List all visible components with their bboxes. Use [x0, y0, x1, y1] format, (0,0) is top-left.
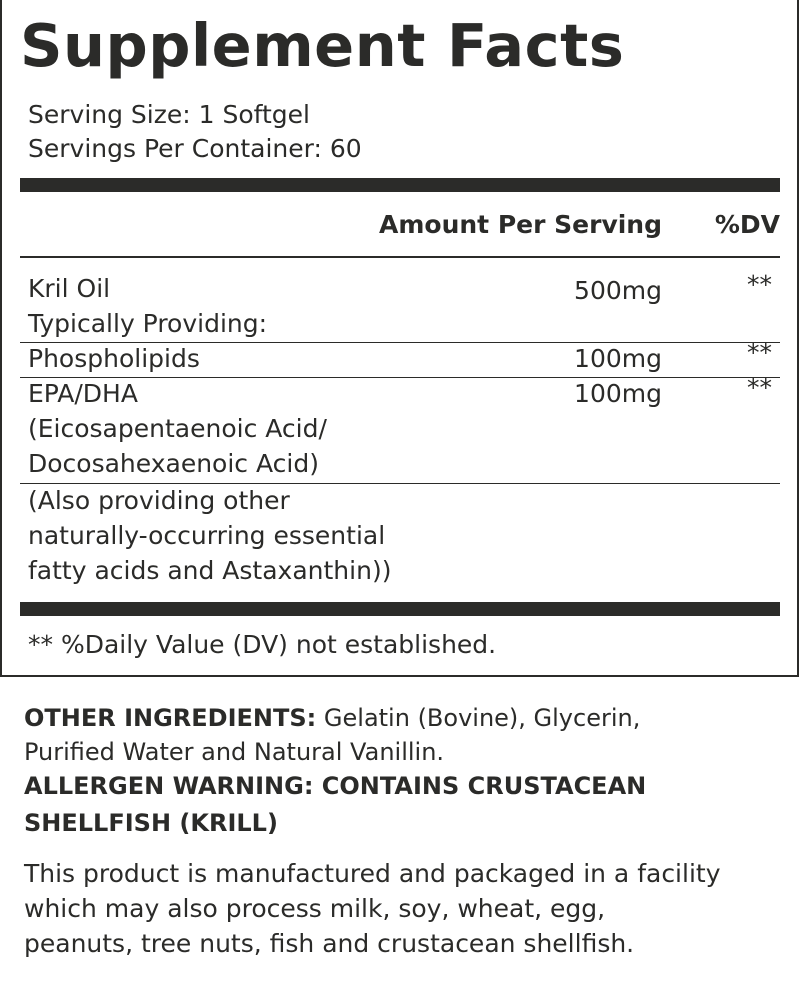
facility-notice: which may also process milk, soy, wheat, egg,: [24, 894, 606, 923]
row-dv-phospholipids: **: [747, 338, 772, 367]
header-percent-dv: %DV: [714, 210, 780, 239]
servings-per-container: Servings Per Container: 60: [28, 134, 362, 163]
row-dv-kril-oil: **: [747, 270, 772, 299]
header-amount-per-serving: Amount Per Serving: [379, 210, 662, 239]
row-amount-phospholipids: 100mg: [574, 344, 662, 373]
other-ingredients: [24, 701, 640, 735]
row-also-providing: naturally-occurring essential: [28, 521, 386, 550]
row-amount-kril-oil: 500mg: [574, 276, 662, 305]
row-also-providing: fatty acids and Astaxanthin)): [28, 556, 392, 585]
row-also-providing: (Also providing other: [28, 486, 290, 515]
thick-divider-bottom: [20, 602, 780, 616]
row-epa-dha-detail: Docosahexaenoic Acid): [28, 449, 319, 478]
other-ingredients-label: OTHER INGREDIENTS:: [24, 704, 317, 732]
row-name-kril-oil: Kril Oil: [28, 274, 111, 303]
dv-footnote: ** %Daily Value (DV) not established.: [28, 630, 497, 659]
facility-notice: This product is manufactured and packaged in a facility: [24, 859, 721, 888]
allergen-warning: SHELLFISH (KRILL): [24, 809, 278, 837]
row-name-epa-dha: EPA/DHA: [28, 379, 138, 408]
other-ingredients-text: Purified Water and Natural Vanillin.: [24, 738, 445, 766]
row-typically-providing: Typically Providing:: [28, 309, 268, 338]
allergen-warning: ALLERGEN WARNING: CONTAINS CRUSTACEAN: [24, 772, 647, 800]
row-name-phospholipids: Phospholipids: [28, 344, 200, 373]
row-amount-epa-dha: 100mg: [574, 379, 662, 408]
panel-title: Supplement Facts: [20, 11, 625, 80]
row-epa-dha-detail: (Eicosapentaenoic Acid/: [28, 414, 327, 443]
thick-divider-top: [20, 178, 780, 192]
row-dv-epa-dha: **: [747, 373, 772, 402]
header-divider: [20, 256, 780, 258]
facility-notice: peanuts, tree nuts, fish and crustacean shellfish.: [24, 929, 635, 958]
other-ingredients-text: Gelatin (Bovine), Glycerin,: [323, 704, 641, 732]
serving-size: Serving Size: 1 Softgel: [28, 100, 310, 129]
